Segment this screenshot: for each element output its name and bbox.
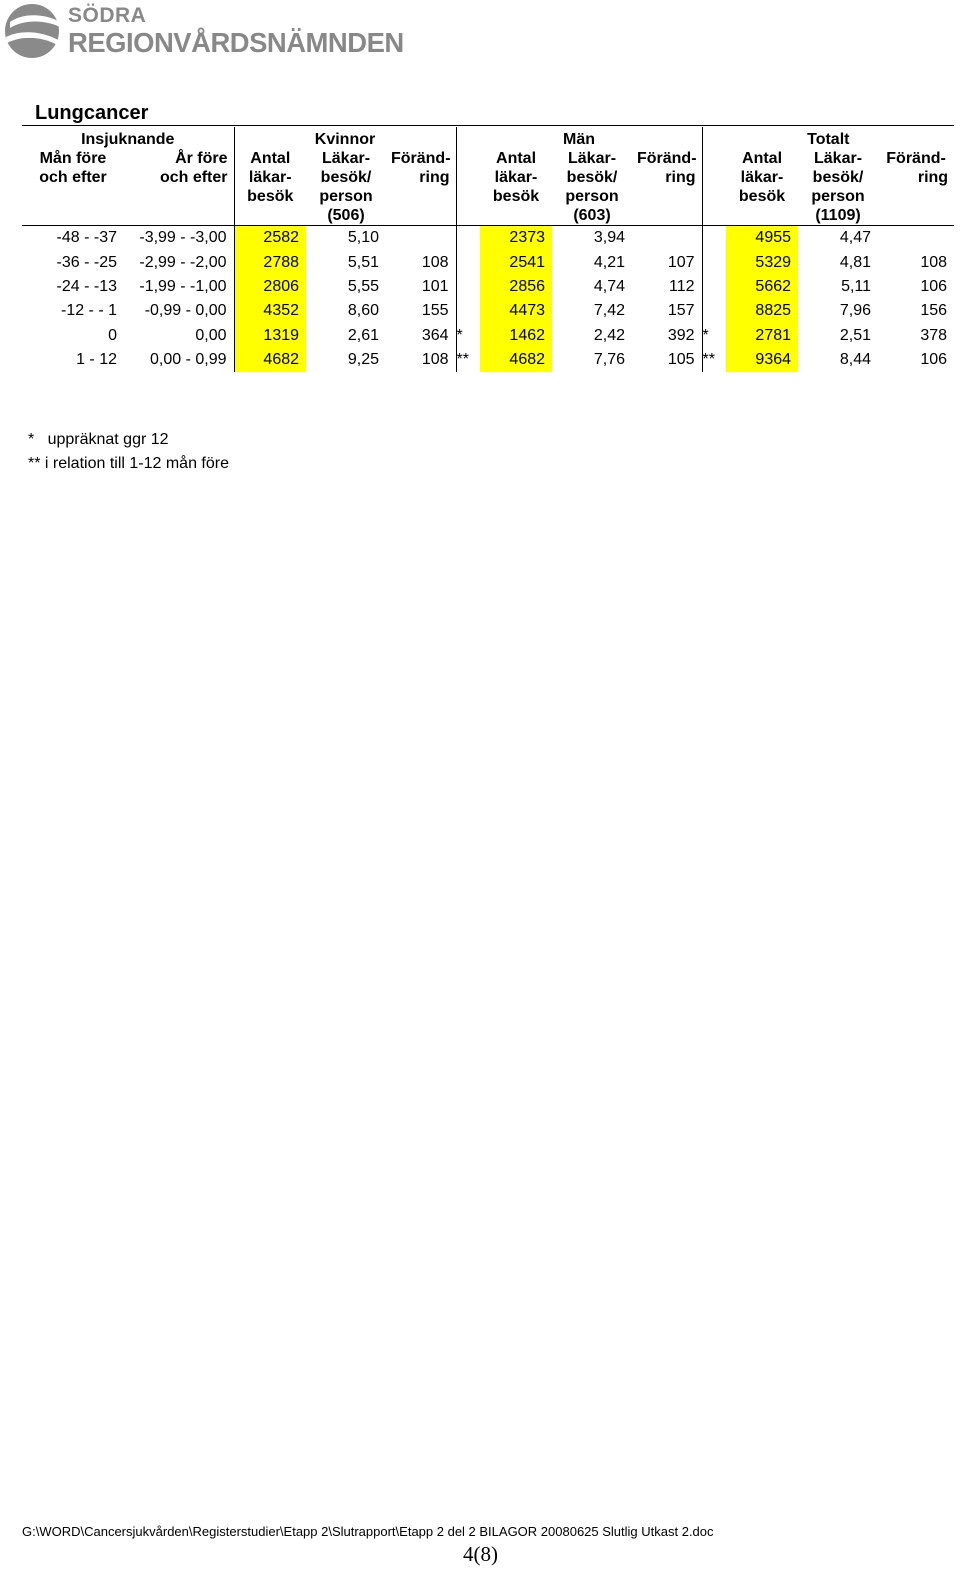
cell-man-forandring: 392 — [667, 326, 695, 344]
cell-totalt-forandring: 106 — [920, 351, 948, 369]
cell-man-forandring — [632, 226, 702, 251]
cell-man-mark — [702, 226, 726, 251]
cell-totalt-forandring: 378 — [920, 326, 948, 344]
cell-man-mark — [702, 299, 726, 323]
cell-man-mark — [702, 250, 726, 274]
cell-man-forandring: 157 — [667, 302, 695, 320]
cell-totalt-forandring: 106 — [920, 277, 948, 295]
cell-totalt-forandring: 108 — [920, 253, 948, 271]
cell-kvinnor-mark: ** — [456, 348, 480, 372]
cell-row-man: -36 - -25 — [56, 253, 117, 271]
col-man-forandring: Föränd- ring — [636, 150, 697, 186]
cell-row-ar: 0,00 - 0,99 — [150, 351, 227, 369]
cell-man-lakarbesok: 4,21 — [593, 253, 626, 271]
group-insjuknande: Insjuknande — [81, 131, 175, 148]
cell-man-antal: 4682 — [480, 348, 552, 372]
cell-row-man: -24 - -13 — [56, 277, 117, 295]
cell-kvinnor-forandring: 101 — [421, 277, 449, 295]
cell-totalt-antal: 8825 — [726, 299, 798, 323]
logo-text-bottom: REGIONVÅRDSNÄMNDEN — [68, 27, 404, 58]
table-body — [22, 226, 954, 373]
cell-man-lakarbesok: 7,76 — [593, 351, 626, 369]
table-row — [22, 226, 954, 251]
cell-kvinnor-mark — [456, 250, 480, 274]
logo-emblem-icon — [2, 2, 64, 58]
col-ar-fore: År före och efter — [159, 150, 228, 186]
cell-man-mark: ** — [702, 348, 726, 372]
cell-kvinnor-mark — [456, 275, 480, 299]
cell-kvinnor-antal: 1319 — [234, 324, 306, 348]
cell-kvinnor-mark: * — [456, 324, 480, 348]
data-table — [22, 127, 954, 372]
cell-man-lakarbesok: 3,94 — [593, 229, 626, 247]
table-row — [22, 275, 954, 299]
cell-kvinnor-lakarbesok: 5,51 — [347, 253, 380, 271]
col-kvinnor-forandring: Föränd- ring — [390, 150, 451, 186]
logo-text-top: SÖDRA — [68, 4, 147, 27]
cell-totalt-lakarbesok: 4,81 — [839, 253, 872, 271]
col-totalt-antal: Antal läkar- besök — [738, 150, 786, 205]
cell-row-man: -12 - - 1 — [60, 302, 117, 320]
cell-kvinnor-forandring: 364 — [421, 326, 449, 344]
cell-totalt-antal: 4955 — [726, 226, 798, 251]
col-man-spacer — [456, 149, 480, 226]
col-man-antal: Antal läkar- besök — [492, 150, 540, 205]
table-row — [22, 299, 954, 323]
cell-totalt-antal: 2781 — [726, 324, 798, 348]
cell-man-lakarbesok: 2,42 — [593, 326, 626, 344]
col-totalt-spacer — [702, 149, 726, 226]
cell-kvinnor-forandring: 108 — [421, 253, 449, 271]
footnotes — [28, 428, 229, 476]
page-number: 4(8) — [463, 1542, 498, 1566]
cell-kvinnor-antal: 2788 — [234, 250, 306, 274]
cell-totalt-lakarbesok: 4,47 — [839, 229, 872, 247]
cell-kvinnor-lakarbesok: 5,10 — [347, 229, 380, 247]
cell-kvinnor-lakarbesok: 8,60 — [347, 302, 380, 320]
col-man-fore: Mån före och efter — [39, 150, 107, 186]
cell-kvinnor-forandring — [386, 226, 456, 251]
cell-man-mark — [702, 275, 726, 299]
cell-kvinnor-antal: 4352 — [234, 299, 306, 323]
cell-totalt-antal: 5329 — [726, 250, 798, 274]
col-man-lakarbesok: Läkar- besök/ person (603) — [565, 150, 619, 224]
cell-man-forandring: 107 — [667, 253, 695, 271]
group-man: Män — [456, 127, 702, 149]
table-row — [22, 250, 954, 274]
cell-kvinnor-forandring: 108 — [421, 351, 449, 369]
cell-kvinnor-lakarbesok: 2,61 — [347, 326, 380, 344]
cell-kvinnor-antal: 2582 — [234, 226, 306, 251]
title-rule — [22, 125, 954, 126]
cell-row-ar: -0,99 - 0,00 — [144, 302, 227, 320]
cell-man-antal: 1462 — [480, 324, 552, 348]
cell-man-forandring: 112 — [669, 277, 695, 295]
cell-kvinnor-antal: 2806 — [234, 275, 306, 299]
cell-kvinnor-antal: 4682 — [234, 348, 306, 372]
cell-totalt-lakarbesok: 7,96 — [839, 302, 872, 320]
cell-row-man: 1 - 12 — [76, 351, 117, 369]
cell-man-lakarbesok: 4,74 — [593, 277, 626, 295]
cell-man-antal: 2373 — [480, 226, 552, 251]
group-header-row — [22, 127, 954, 149]
cell-man-mark: * — [702, 324, 726, 348]
cell-kvinnor-mark — [456, 299, 480, 323]
cell-totalt-lakarbesok: 2,51 — [839, 326, 872, 344]
cell-kvinnor-lakarbesok: 5,55 — [347, 277, 380, 295]
column-header-row — [22, 149, 954, 226]
cell-man-antal: 2856 — [480, 275, 552, 299]
cell-row-man: 0 — [108, 326, 117, 344]
cell-row-ar: 0,00 — [195, 326, 227, 344]
cell-man-forandring: 105 — [667, 351, 695, 369]
cell-row-ar: -2,99 - -2,00 — [139, 253, 227, 271]
cell-man-antal: 2541 — [480, 250, 552, 274]
cell-man-antal: 4473 — [480, 299, 552, 323]
col-totalt-forandring: Föränd- ring — [886, 150, 949, 186]
page-title: Lungcancer — [35, 102, 149, 124]
cell-totalt-forandring — [878, 226, 954, 251]
col-totalt-lakarbesok: Läkar- besök/ person (1109) — [811, 150, 865, 224]
table-row — [22, 324, 954, 348]
col-kvinnor-lakarbesok: Läkar- besök/ person (506) — [319, 150, 373, 224]
footnote-1: * uppräknat ggr 12 — [28, 431, 169, 448]
logo — [2, 2, 422, 60]
footer-file-path: G:\WORD\Cancersjukvården\Registerstudier\Etapp 2\Slutrapport\Etapp 2 del 2 BILAGOR 20080625 Slutlig Utkast 2.doc — [22, 1524, 714, 1539]
cell-row-ar: -1,99 - -1,00 — [139, 277, 227, 295]
cell-row-man: -48 - -37 — [56, 229, 117, 247]
cell-kvinnor-forandring: 155 — [421, 302, 449, 320]
cell-totalt-lakarbesok: 5,11 — [841, 277, 872, 295]
group-kvinnor: Kvinnor — [234, 127, 456, 149]
footnote-2: ** i relation till 1-12 mån före — [28, 455, 229, 472]
cell-row-ar: -3,99 - -3,00 — [139, 229, 227, 247]
cell-kvinnor-mark — [456, 226, 480, 251]
group-totalt: Totalt — [702, 127, 954, 149]
table-row — [22, 348, 954, 372]
cell-man-lakarbesok: 7,42 — [593, 302, 626, 320]
cell-totalt-antal: 5662 — [726, 275, 798, 299]
col-kvinnor-antal: Antal läkar- besök — [234, 149, 306, 226]
cell-totalt-forandring: 156 — [920, 302, 948, 320]
cell-totalt-antal: 9364 — [726, 348, 798, 372]
cell-kvinnor-lakarbesok: 9,25 — [347, 351, 380, 369]
cell-totalt-lakarbesok: 8,44 — [839, 351, 872, 369]
